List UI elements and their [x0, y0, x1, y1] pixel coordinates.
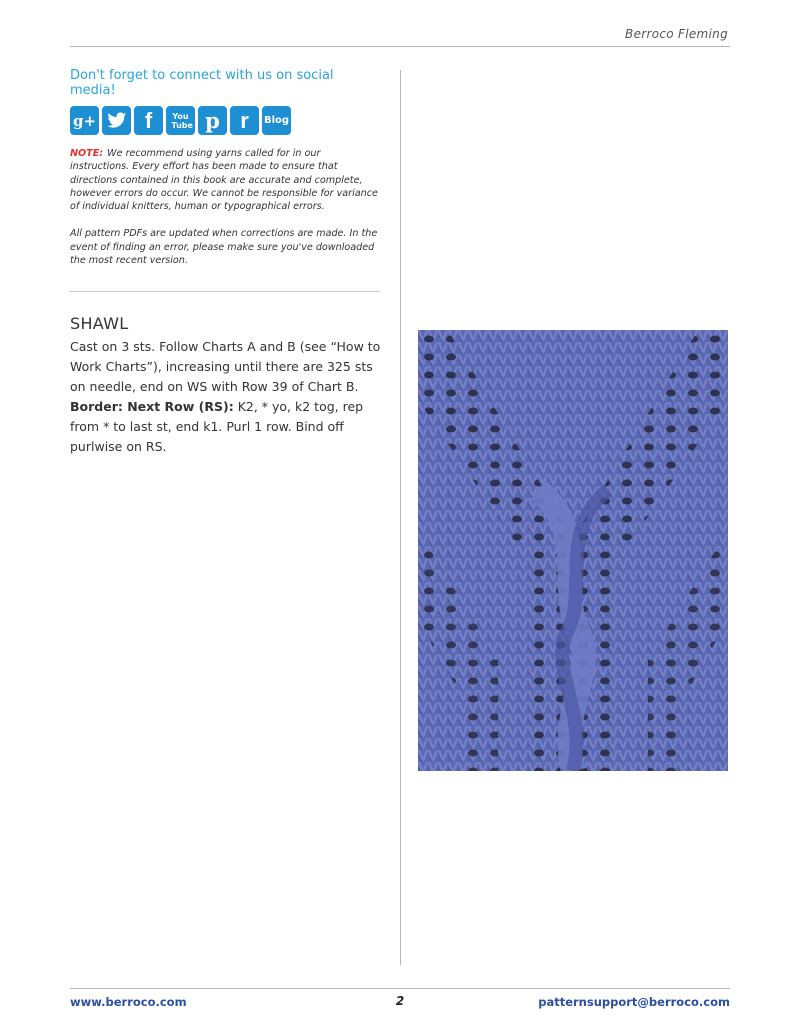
google-plus-icon[interactable]: g+ — [70, 106, 99, 135]
border-text: K2, * yo, k2 tog, rep from * to last st, end k1. Purl 1 row. Bind off purlwise on RS. — [70, 399, 364, 455]
facebook-icon[interactable]: f — [134, 106, 163, 135]
section-title: SHAWL — [70, 314, 129, 334]
youtube-icon[interactable]: You Tube — [166, 106, 195, 135]
ravelry-icon[interactable]: r — [230, 106, 259, 135]
knit-lace-photo — [418, 330, 728, 771]
note-paragraph — [70, 147, 382, 213]
footer-website-link[interactable]: www.berroco.com — [70, 995, 187, 1009]
section-separator — [70, 291, 380, 292]
header-rule — [70, 46, 730, 47]
footer-email-link[interactable]: patternsupport@berroco.com — [538, 995, 730, 1009]
social-icons — [70, 106, 382, 135]
left-column — [70, 68, 382, 457]
column-divider — [400, 70, 401, 965]
header-title: Berroco Fleming — [625, 27, 728, 41]
border-instructions — [70, 397, 382, 457]
pinterest-icon[interactable]: p — [198, 106, 227, 135]
border-label: Border: Next Row (RS): — [70, 399, 234, 415]
social-heading: Don't forget to connect with us on social media! — [70, 68, 334, 98]
blog-icon[interactable]: Blog — [262, 106, 291, 135]
twitter-icon[interactable] — [102, 106, 131, 135]
note-label: NOTE: — [70, 148, 104, 159]
note-update-paragraph: All pattern PDFs are updated when corrections are made. In the event of finding an error, please make sure you've downloaded the most recent version. — [70, 228, 378, 267]
footer-rule — [70, 988, 730, 989]
page-number: 2 — [395, 994, 405, 1008]
shawl-instructions: Cast on 3 sts. Follow Charts A and B (see “How to Work Charts”), increasing until there are 325 sts on needle, end on WS with Row 39 of Chart B. — [70, 339, 381, 395]
note-text: We recommend using yarns called for in our instructions. Every effort has been made to ensure that directions contained in this book are accurate and complete, however errors do occur. We cannot be responsible for variance of individual knitters, human or typographical errors. — [70, 148, 378, 213]
